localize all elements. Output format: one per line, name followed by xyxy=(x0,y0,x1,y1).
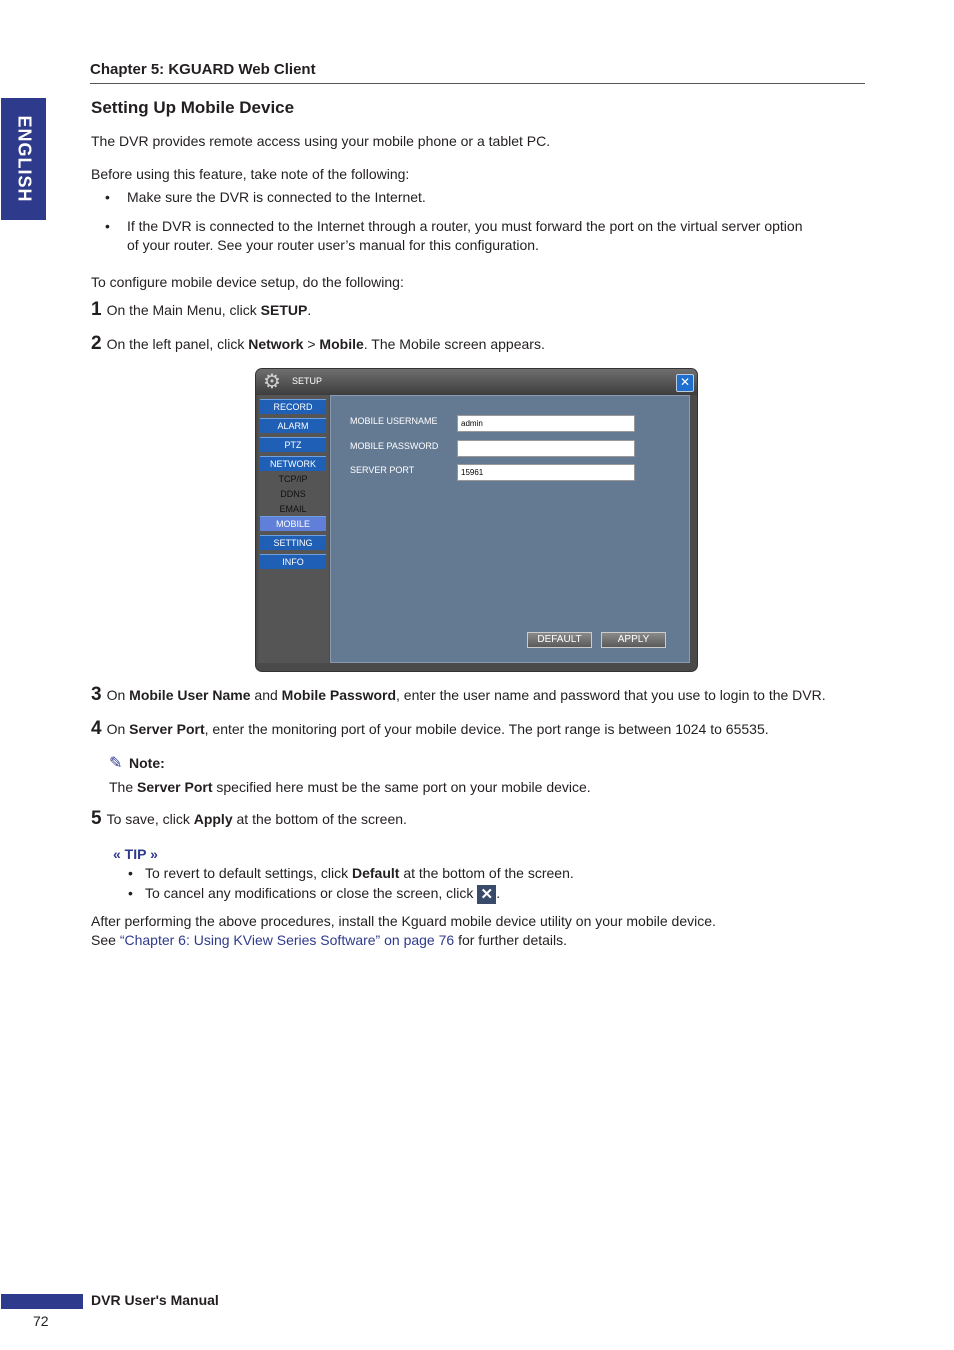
step-emphasis: Mobile Password xyxy=(281,687,397,703)
step-text: at the bottom of the screen. xyxy=(232,811,407,827)
step-3 xyxy=(91,685,826,705)
tip-text-part: To cancel any modifications or close the screen, click xyxy=(145,885,478,901)
footer-bar xyxy=(1,1294,83,1309)
step-number: 2 xyxy=(91,333,102,354)
note-text xyxy=(109,778,591,797)
close-x-icon: ✕ xyxy=(477,885,496,904)
configure-intro: To configure mobile device setup, do the following: xyxy=(91,274,404,290)
bullet-text: If the DVR is connected to the Internet through a router, you must forward the port on the virtual server option xyxy=(127,218,803,234)
step-text: On the left panel, click xyxy=(106,336,249,352)
chapter-header: Chapter 5: KGUARD Web Client xyxy=(90,61,316,78)
submenu-item-email[interactable]: EMAIL xyxy=(279,504,307,514)
note-text-part: The xyxy=(109,779,138,795)
setup-menu xyxy=(258,395,329,663)
before-using-paragraph: Before using this feature, take note of the following: xyxy=(91,166,410,182)
setup-window xyxy=(256,369,697,671)
step-text: , enter the monitoring port of your mobile device. The port range is between 1024 to 65535. xyxy=(204,721,769,737)
tip-text-part: at the bottom of the screen. xyxy=(399,865,574,881)
menu-item-info[interactable]: INFO xyxy=(260,554,326,569)
mobile-username-input[interactable]: admin xyxy=(457,415,635,432)
step-text: . xyxy=(307,302,312,318)
step-number: 1 xyxy=(91,299,102,320)
see-text: See xyxy=(91,932,120,948)
step-number: 4 xyxy=(91,718,102,739)
bullet-dot: • xyxy=(128,885,133,901)
submenu-item-ddns[interactable]: DDNS xyxy=(280,489,306,499)
step-1 xyxy=(91,300,311,320)
submenu-item-mobile[interactable]: MOBILE xyxy=(260,516,326,531)
step-text: To save, click xyxy=(106,811,194,827)
step-text: and xyxy=(250,687,282,703)
note-header xyxy=(109,754,165,773)
window-titlebar xyxy=(256,369,697,395)
default-button[interactable]: DEFAULT xyxy=(527,632,592,648)
bullet-dot: • xyxy=(128,865,133,881)
apply-button[interactable]: APPLY xyxy=(601,632,666,648)
menu-item-network[interactable]: NETWORK xyxy=(260,456,326,471)
step-text: . The Mobile screen appears. xyxy=(363,336,545,352)
section-title: Setting Up Mobile Device xyxy=(91,98,295,117)
language-label: ENGLISH xyxy=(14,115,34,203)
note-label: Note: xyxy=(129,755,165,771)
menu-item-record[interactable]: RECORD xyxy=(260,399,326,414)
step-emphasis: Network xyxy=(248,336,304,352)
mobile-password-input[interactable] xyxy=(457,440,635,457)
close-icon[interactable]: ✕ xyxy=(676,374,694,392)
tip-emphasis: Default xyxy=(351,865,400,881)
step-emphasis: Apply xyxy=(193,811,233,827)
page-number: 72 xyxy=(33,1313,49,1329)
tip-text-part: To revert to default settings, click xyxy=(145,865,352,881)
mobile-settings-panel xyxy=(330,395,690,663)
step-number: 5 xyxy=(91,808,102,829)
menu-item-alarm[interactable]: ALARM xyxy=(260,418,326,433)
step-4 xyxy=(91,719,769,739)
bullet-text: Make sure the DVR is connected to the Internet. xyxy=(127,189,426,205)
note-icon: ✎ xyxy=(109,755,123,772)
header-divider xyxy=(90,83,865,84)
note-text-part: specified here must be the same port on your mobile device. xyxy=(212,779,591,795)
window-title: SETUP xyxy=(292,376,323,386)
step-number: 3 xyxy=(91,684,102,705)
mobile-password-label: MOBILE PASSWORD xyxy=(350,441,439,451)
step-text: , enter the user name and password that you use to login to the DVR. xyxy=(396,687,826,703)
bullet-text-continued: of your router. See your router user’s manual for this configuration. xyxy=(127,237,539,253)
tip-label: « TIP » xyxy=(113,846,158,862)
step-text: On xyxy=(106,721,130,737)
bullet-dot: • xyxy=(105,218,110,234)
tip-text-part: . xyxy=(496,885,501,901)
step-emphasis: Mobile User Name xyxy=(129,687,251,703)
note-emphasis: Server Port xyxy=(137,779,213,795)
step-emphasis: Server Port xyxy=(129,721,205,737)
language-tab xyxy=(1,98,46,220)
step-emphasis: SETUP xyxy=(260,302,308,318)
after-paragraph: After performing the above procedures, install the Kguard mobile device utility on your mobile device. xyxy=(91,913,716,929)
menu-item-ptz[interactable]: PTZ xyxy=(260,437,326,452)
submenu-item-tcpip[interactable]: TCP/IP xyxy=(278,474,308,484)
step-2 xyxy=(91,334,545,354)
see-text-rest: for further details. xyxy=(454,932,568,948)
footer-manual-title: DVR User's Manual xyxy=(91,1292,219,1308)
tip-text xyxy=(145,884,500,904)
intro-paragraph: The DVR provides remote access using your mobile phone or a tablet PC. xyxy=(91,133,551,149)
step-text: On the Main Menu, click xyxy=(106,302,261,318)
step-emphasis: Mobile xyxy=(319,336,364,352)
gear-icon: ⚙ xyxy=(263,371,281,393)
tip-text xyxy=(145,864,574,883)
server-port-label: SERVER PORT xyxy=(350,465,415,475)
step-text: > xyxy=(303,336,320,352)
chapter-6-link[interactable]: “Chapter 6: Using KView Series Software” on page 76 xyxy=(119,932,455,948)
step-text: On xyxy=(106,687,130,703)
menu-item-setting[interactable]: SETTING xyxy=(260,535,326,550)
server-port-input[interactable]: 15961 xyxy=(457,464,635,481)
step-5 xyxy=(91,809,407,829)
bullet-dot: • xyxy=(105,189,110,205)
see-also-line xyxy=(91,931,567,950)
mobile-username-label: MOBILE USERNAME xyxy=(350,416,438,426)
